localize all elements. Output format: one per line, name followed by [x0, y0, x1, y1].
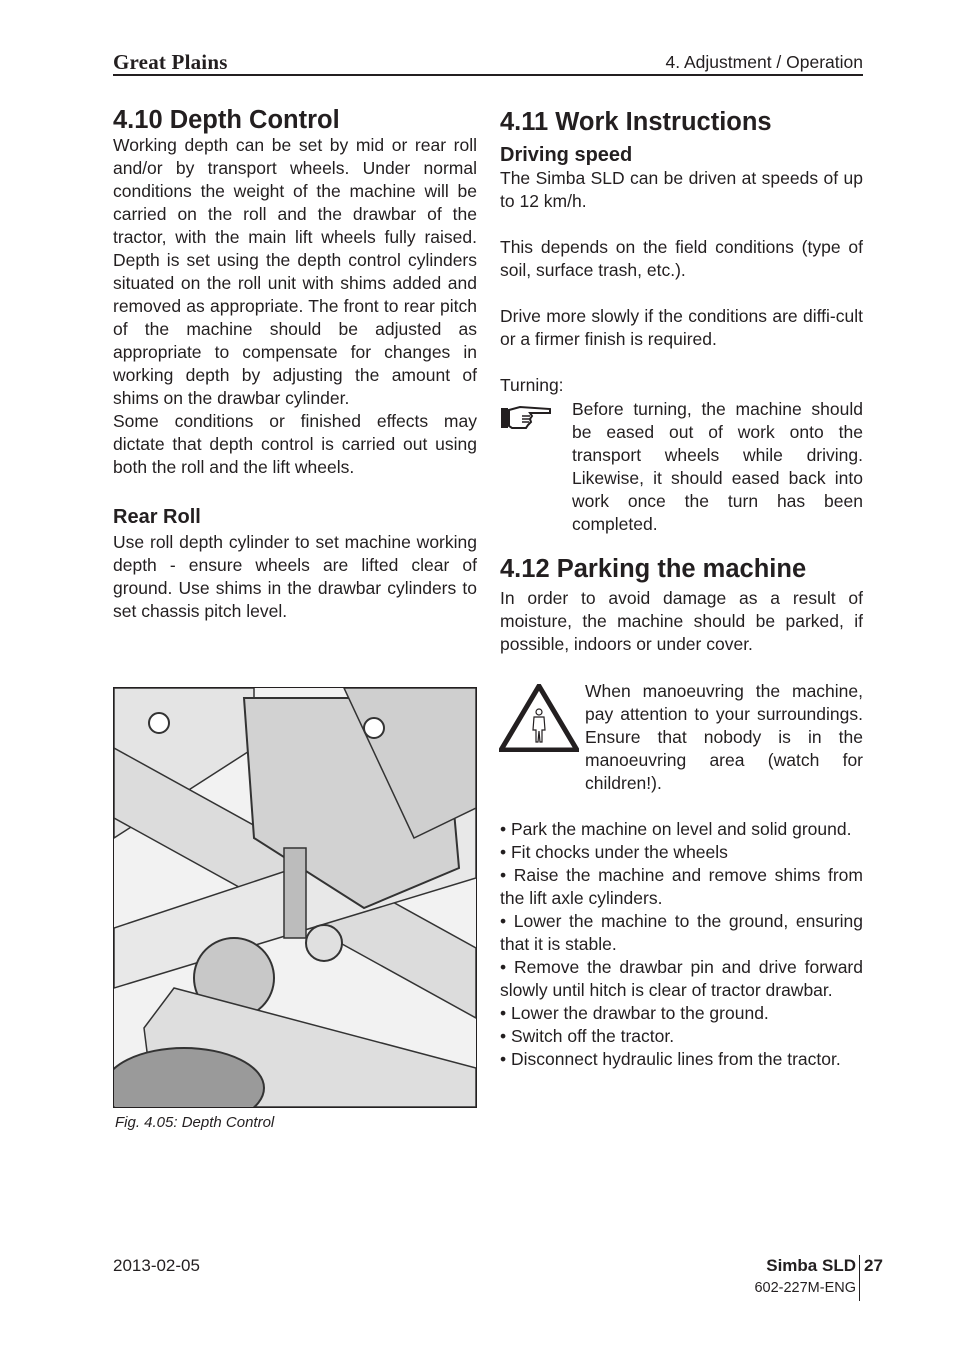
heading-work-instructions: 4.11 Work Instructions: [500, 108, 772, 136]
section-title: 4. Adjustment / Operation: [665, 52, 863, 72]
parking-steps-list: [500, 818, 863, 1071]
list-item: • Park the machine on level and solid ground.: [500, 819, 852, 839]
footer-doc-code: 602-227M-ENG: [754, 1280, 856, 1296]
page-number: 27: [864, 1256, 883, 1275]
rear-roll-text: Use roll depth cylinder to set machine working depth - ensure wheels are lifted clear of ground. Use shims in the drawbar cylinders to set chassis pitch level.: [113, 532, 477, 621]
heading-rear-roll: Rear Roll: [113, 506, 201, 528]
warning-text: When manoeuvring the machine, pay attention to your surroundings. Ensure that nobody is in the manoeuvring area (watch for children!).: [585, 681, 863, 793]
heading-depth-control: 4.10 Depth Control: [113, 106, 340, 134]
list-item: • Disconnect hydraulic lines from the tractor.: [500, 1049, 841, 1069]
list-item: • Switch off the tractor.: [500, 1026, 675, 1046]
brand-logo: Great Plains: [113, 50, 228, 74]
figure-caption: Fig. 4.05: Depth Control: [115, 1114, 275, 1131]
paragraph: Working depth can be set by mid or rear roll and/or by transport wheels. Under normal conditions the weight of the machine will be carried on the roll and the drawbar of the tractor, with the main lift wheels fully raised. Depth is set using the depth control cylinders situated on the roll unit with shims added and removed as appropriate. The front to rear pitch of the machine should be adjusted as appropriate to compensate for changes in working depth by adjusting the amount of shims on the drawbar cylinder.: [113, 135, 477, 408]
footer-divider: [859, 1255, 860, 1301]
depth-control-figure: [113, 687, 477, 1108]
footer-product: Simba SLD: [766, 1256, 856, 1275]
warning-triangle-icon: [499, 684, 579, 757]
list-item: • Fit chocks under the wheels: [500, 842, 728, 862]
paragraph: Drive more slowly if the conditions are diffi-cult or a firmer finish is required.: [500, 306, 863, 349]
depth-control-body: [113, 134, 477, 479]
paragraph: The Simba SLD can be driven at speeds of up to 12 km/h.: [500, 168, 863, 211]
pointing-hand-icon: [500, 404, 552, 437]
heading-parking: 4.12 Parking the machine: [500, 555, 807, 583]
list-item: • Lower the machine to the ground, ensuring that it is stable.: [500, 911, 863, 954]
list-item: • Lower the drawbar to the ground.: [500, 1003, 769, 1023]
driving-speed-body: [500, 167, 863, 397]
paragraph: This depends on the field conditions (type of soil, surface trash, etc.).: [500, 237, 863, 280]
parking-intro: In order to avoid damage as a result of moisture, the machine should be parked, if possible, indoors or under cover.: [500, 588, 863, 654]
list-item: • Remove the drawbar pin and drive forward slowly until hitch is clear of tractor drawbar.: [500, 957, 863, 1000]
turning-label: Turning:: [500, 375, 564, 395]
footer-date: 2013-02-05: [113, 1256, 200, 1275]
heading-driving-speed: Driving speed: [500, 144, 633, 166]
turning-note: Before turning, the machine should be eased out of work onto the transport wheels while driving. Likewise, it should eased back into work once the turn has been completed.: [572, 399, 863, 534]
paragraph: Some conditions or finished effects may dictate that depth control is carried out using both the roll and the lift wheels.: [113, 411, 477, 477]
list-item: • Raise the machine and remove shims from the lift axle cylinders.: [500, 865, 863, 908]
header-rule: [113, 74, 863, 76]
